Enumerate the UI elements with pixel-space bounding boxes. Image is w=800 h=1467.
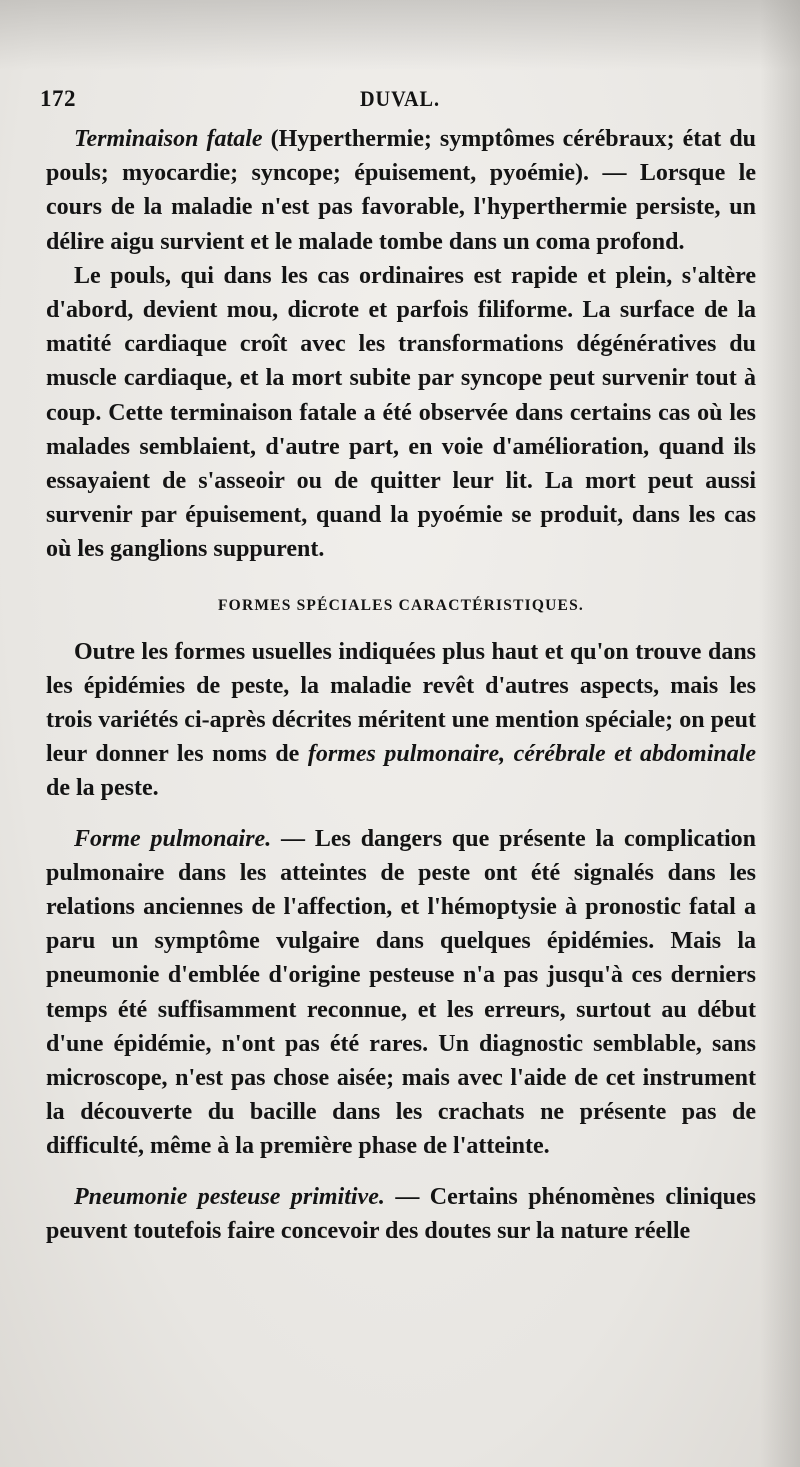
paragraph-formes-usuelles (46, 635, 756, 806)
running-head (40, 82, 760, 118)
section-heading: FORMES SPÉCIALES CARACTÉRISTIQUES. (218, 596, 584, 614)
paragraph-spacer (46, 1164, 756, 1180)
paragraph-lead-italic: Forme pulmonaire. (74, 825, 272, 852)
paragraph-lead-italic: Pneumonie pesteuse primitive. (74, 1183, 385, 1210)
paragraph-text: (Hyperthermie; symptômes cérébraux; état du pouls; myocardie; syncope; épuisement, pyoémie). — Lorsque le cours de la maladie n'est pas favorable, l'hyperthermie persiste, un délire aigu survient et le malade tombe dans un coma profond. (46, 126, 757, 255)
paragraph-text: — Les dangers que présente la complication pulmonaire dans les atteintes de peste ont été signalés dans les relations anciennes de l'affection, et l'hémoptysie à pronostic fatal a paru un symptôme vulgaire dans quelques épidémies. Mais la pneumonie d'emblée d'origine pesteuse n'a pas jusqu'à ces derniers temps été suffisamment reconnue, et les erreurs, surtout au début d'une épidémie, n'ont pas été rares. Un diagnostic semblable, sans microscope, n'est pas chose aisée; mais avec l'aide de cet instrument la découverte du bacille dans les crachats ne présente pas de difficulté, même à la première phase de l'atteinte. (46, 825, 757, 1160)
paragraph-text: Le pouls, qui dans les cas ordinaires est rapide et plein, s'altère d'abord, devient mou, dicrote et parfois filiforme. La surface de la matité cardiaque croît avec les transformations dégénératives du muscle cardiaque, et la mort subite par syncope peut survenir tout à coup. Cette terminaison fatale a été observée dans certains cas où les malades semblaient, d'autre part, en voie d'amélioration, quand ils essayaient de s'asseoir ou de quitter leur lit. La mort peut aussi survenir par épuisement, quand la pyoémie se produit, dans les cas où les ganglions suppurent. (46, 262, 756, 563)
paragraph-pouls (46, 259, 756, 567)
paragraph-text: — Certains phénomènes cliniques peuvent toutefois faire concevoir des doutes sur la nature réelle (46, 1183, 757, 1244)
paragraph-lead-italic: Terminaison fatale (74, 126, 263, 152)
italic-term-cerebrale-abdominale: cérébrale et abdominale (513, 741, 757, 768)
paragraph-forme-pulmonaire (46, 822, 756, 1164)
paragraph-text: de la peste. (46, 775, 159, 802)
body-text (46, 122, 756, 1248)
page-number: 172 (40, 86, 76, 111)
paragraph-text: Outre les formes usuelles indiquées plus haut et qu'on trouve dans les épidémies de peste, la maladie revêt d'autres aspects, mais les trois variétés ci-après décrites méritent une mention spéciale; on peut leur donner les noms de (46, 638, 756, 768)
running-title: DUVAL. (360, 86, 440, 111)
paragraph-pneumonie-pesteuse (46, 1180, 756, 1248)
paragraph-spacer (46, 806, 756, 822)
paragraph-terminaison-fatale (46, 122, 756, 259)
italic-term-formes-pulmonaire: formes pulmonaire, (307, 741, 506, 768)
